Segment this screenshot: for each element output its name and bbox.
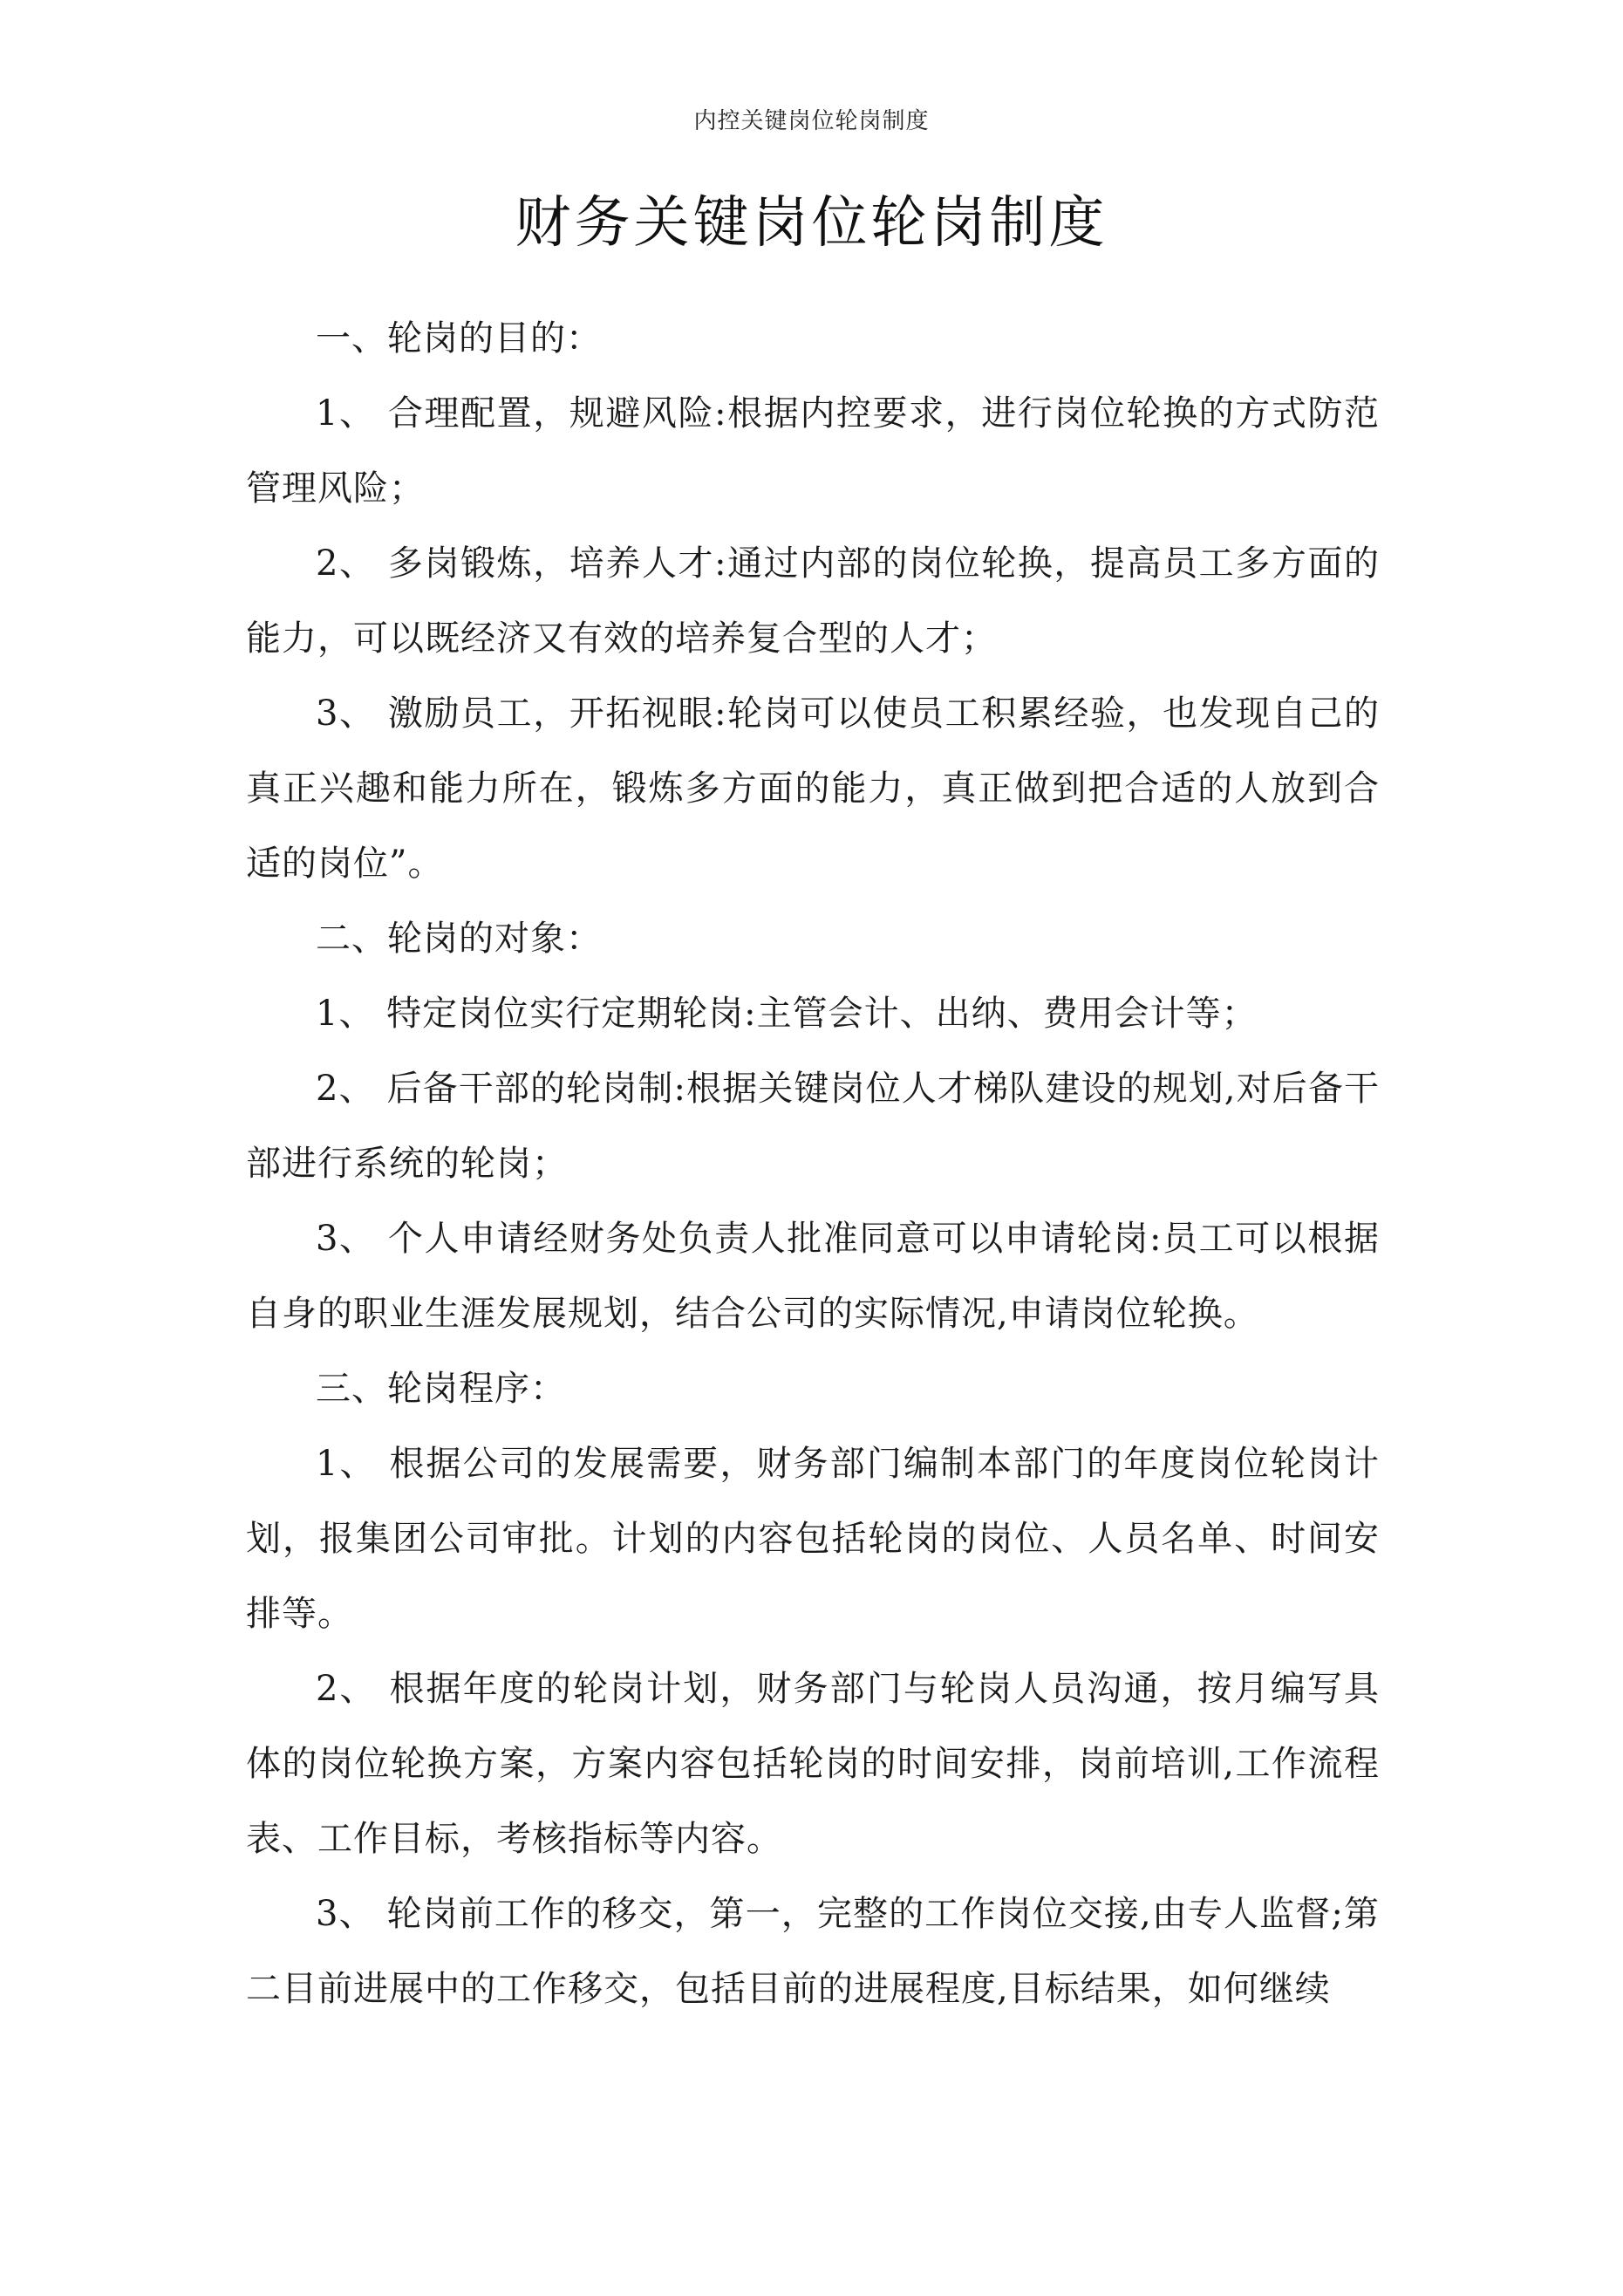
page-title: 财务关键岗位轮岗制度 [515, 191, 1108, 256]
section-heading-purpose: 一、轮岗的目的： [316, 318, 602, 359]
paragraph: 1、 合理配置，规避风险:根据内控要求，进行岗位轮换的方式防范管理风险； [246, 393, 1380, 509]
section-heading-targets: 二、轮岗的对象： [316, 919, 602, 959]
paragraph: 3、 激励员工，开拓视眼:轮岗可以使员工积累经验，也发现自己的真正兴趣和能力所在，锻炼多方面的能力，真正做到把合适的人放到合适的岗位”。 [246, 694, 1380, 884]
paragraph: 1、 根据公司的发展需要，财务部门编制本部门的年度岗位轮岗计划，报集团公司审批。计划的内容包括轮岗的岗位、人员名单、时间安排等。 [246, 1444, 1380, 1634]
paragraph: 3、 轮岗前工作的移交，第一，完整的工作岗位交接,由专人监督;第二目前进展中的工作移交，包括目前的进展程度,目标结果，如何继续 [246, 1894, 1380, 2009]
paragraph: 2、 多岗锻炼，培养人才:通过内部的岗位轮换，提高员工多方面的能力，可以既经济又有效的培养复合型的人才； [246, 543, 1380, 659]
paragraph: 1、 特定岗位实行定期轮岗:主管会计、出纳、费用会计等； [316, 994, 1258, 1034]
paragraph: 2、 后备干部的轮岗制:根据关键岗位人才梯队建设的规划,对后备干部进行系统的轮岗； [246, 1069, 1380, 1184]
running-header: 内控关键岗位轮岗制度 [693, 108, 930, 134]
paragraph: 2、 根据年度的轮岗计划，财务部门与轮岗人员沟通，按月编写具体的岗位轮换方案，方案内容包括轮岗的时间安排，岗前培训,工作流程表、工作目标，考核指标等内容。 [246, 1669, 1380, 1859]
paragraph: 3、 个人申请经财务处负责人批准同意可以申请轮岗:员工可以根据自身的职业生涯发展规划，结合公司的实际情况,申请岗位轮换。 [246, 1219, 1380, 1334]
section-heading-procedure: 三、轮岗程序： [316, 1369, 566, 1409]
document-body [246, 301, 1380, 2026]
